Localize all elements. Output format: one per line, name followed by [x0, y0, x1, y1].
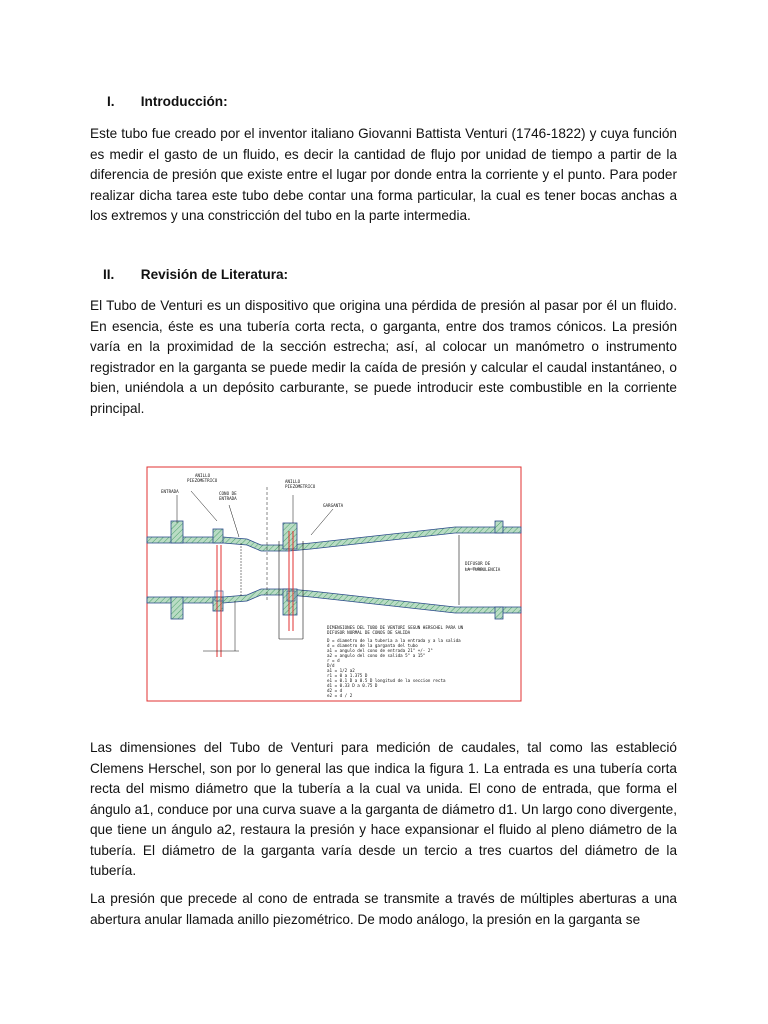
note-line: a2 = angulo del cono de salida 5° a 15° [327, 653, 426, 658]
section-title: Revisión de Literatura: [140, 267, 289, 282]
flange-right-bottom [495, 607, 503, 619]
paragraph-introduccion: Este tubo fue creado por el inventor italiano Giovanni Battista Venturi (1746-1822) y cuya función es medir el gasto de un fluido, es decir la cantidad de flujo por unidad de tiempo a partir de la diferencia de presión que existe entre el lugar por donde entra la corriente y el punto. Para poder realizar dicha tarea este tubo debe contar una forma particular, la cual es tener bocas anchas a los extremos y una constricción del tubo en la parte intermedia. [90, 126, 677, 223]
pipe-wall-lower [147, 589, 521, 613]
flange-right-top [495, 521, 503, 533]
note-line: DIMENSIONES DEL TUBO DE VENTURI SEGUN HERSCHEL PARA UN [327, 625, 464, 630]
note-line: a1 = 1/2 a2 [327, 668, 355, 673]
venturi-diagram [143, 461, 525, 706]
flange-left-top [171, 521, 183, 543]
label-cono-2: ENTRADA [219, 496, 237, 501]
section-heading-introduccion [107, 94, 228, 109]
label-garganta: GARGANTA [323, 503, 344, 508]
note-line: e1 = 0.1 D a 0.5 D longitud de la seccion recta [327, 678, 446, 683]
note-line: D/d [327, 663, 335, 668]
note-line: e2 = d / 2 [327, 693, 353, 698]
paragraph-revision-1: El Tubo de Venturi es un dispositivo que origina una pérdida de presión al pasar por él un fluido. En esencia, éste es una tubería corta recta, o garganta, entre dos tramos cónicos. La presión varía en la proximidad de la sección estrecha; así, al colocar un manómetro o instrumento registrador en la garganta se puede medir la caída de presión y calcular el caudal instantáneo, o bien, uniéndola a un depósito carburante, se puede introducir este combustible en la corriente principal. [90, 298, 677, 416]
venturi-tube-figure [143, 461, 525, 706]
note-line: r = d [327, 658, 340, 663]
piezometric-ring-1-top [213, 529, 223, 543]
section-number: I. [107, 94, 115, 109]
label-anillo-2: ANILLO [285, 479, 301, 484]
note-line: d1 = 0.33 D a 0.75 D [327, 683, 378, 688]
note-line: d2 = d [327, 688, 343, 693]
label-difusor-2: LA TURBULENCIA [465, 567, 501, 572]
note-line: a1 = angulo del cono de entrada 21° +/- 2° [327, 648, 433, 653]
piezometric-ring-2-top [283, 523, 297, 549]
label-piezometrico-2: PIEZOMETRICO [285, 484, 316, 489]
figure-notes [327, 625, 464, 698]
note-line: D = diametro de la tuberia a la entrada y a la salida [327, 638, 461, 643]
label-entrada: ENTRADA [161, 489, 179, 494]
note-line: DIFUSOR NORMAL DE CONOS DE SALIDA [327, 630, 411, 635]
pipe-wall-upper [147, 527, 521, 551]
paragraph-revision-3: La presión que precede al cono de entrada se transmite a través de múltiples aberturas a una abertura anular llamada anillo piezométrico. De modo análogo, la presión en la garganta se [90, 891, 677, 927]
label-difusor: DIFUSOR DE [465, 561, 491, 566]
flange-left-bottom [171, 597, 183, 619]
label-anillo-1: ANILLO [195, 473, 211, 478]
section-heading-revision [103, 267, 288, 282]
paragraph-revision-2: Las dimensiones del Tubo de Venturi para medición de caudales, tal como las estableció Clemens Herschel, son por lo general las que indica la figura 1. La entrada es una tubería corta recta del mismo diámetro que la tubería a la cual va unida. El cono de entrada, que forma el ángulo a1, conduce por una curva suave a la garganta de diámetro d1. Un largo cono divergente, que tiene un ángulo a2, restaura la presión y hace expansionar el fluido al pleno diámetro de la tubería. El diámetro de la garganta varía desde un tercio a tres cuartos del diámetro de la tubería. [90, 740, 677, 878]
label-cono: CONO DE [219, 491, 237, 496]
section-title: Introducción: [140, 94, 228, 109]
note-line: d = diametro de la garganta del tubo [327, 643, 418, 648]
note-line: r1 = 0 a 1.375 D [327, 673, 368, 678]
label-piezometrico-1: PIEZOMETRICO [187, 478, 218, 483]
section-number: II. [103, 267, 115, 282]
